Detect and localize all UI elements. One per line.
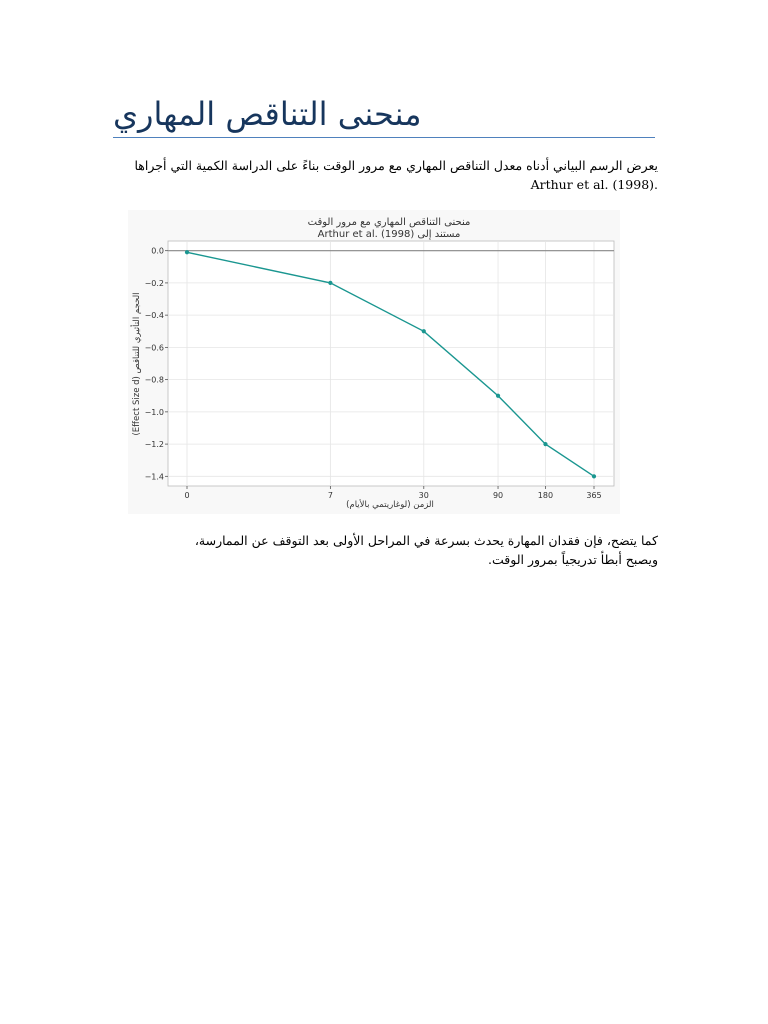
- x-tick-label: 365: [586, 491, 602, 500]
- intro-paragraph: [113, 156, 658, 194]
- data-point: [328, 281, 332, 285]
- x-axis-label: الزمن (لوغاريتمي بالأيام): [346, 500, 434, 510]
- y-tick-label: −0.6: [144, 343, 164, 353]
- page-title: منحنى التناقص المهاري: [113, 95, 422, 133]
- y-tick-label: −0.4: [144, 311, 164, 321]
- chart-subtitle: مستند إلى Arthur et al. (1998): [317, 229, 461, 240]
- intro-text: يعرض الرسم البياني أدناه معدل التناقص المهاري مع مرور الوقت بناءً على الدراسة الكمية التي أجراها: [134, 158, 658, 173]
- data-point: [592, 474, 596, 478]
- y-tick-label: −1.2: [144, 440, 164, 450]
- y-tick-label: −0.8: [144, 375, 164, 385]
- conclusion-line-1: كما يتضح، فإن فقدان المهارة يحدث بسرعة في المراحل الأولى بعد التوقف عن الممارسة،: [194, 533, 658, 548]
- chart-title: منحنى التناقص المهاري مع مرور الوقت: [307, 217, 471, 228]
- decay-chart-figure: [128, 210, 620, 514]
- x-tick-label: 7: [327, 491, 333, 500]
- y-tick-label: 0.0: [151, 246, 164, 256]
- y-tick-label: −0.2: [144, 278, 164, 288]
- x-tick-label: 30: [418, 491, 429, 500]
- intro-citation: Arthur et al. (1998).: [530, 177, 658, 192]
- data-point: [185, 250, 189, 254]
- y-axis-label: الحجم التأثيري للتناقص (Effect Size d): [132, 292, 142, 436]
- conclusion-paragraph: [113, 531, 658, 569]
- y-tick-label: −1.4: [144, 472, 164, 482]
- title-underline: [113, 137, 655, 138]
- plot-area: [168, 241, 614, 486]
- conclusion-line-2: ويصبح أبطأ تدريجياً بمرور الوقت.: [488, 552, 658, 567]
- data-point: [496, 394, 500, 398]
- data-point: [543, 442, 547, 446]
- x-tick-label: 90: [492, 491, 504, 500]
- data-point: [422, 329, 426, 333]
- y-tick-label: −1.0: [144, 407, 164, 417]
- decay-chart: [128, 210, 620, 514]
- x-tick-label: 180: [537, 491, 554, 500]
- x-tick-label: 0: [184, 491, 190, 500]
